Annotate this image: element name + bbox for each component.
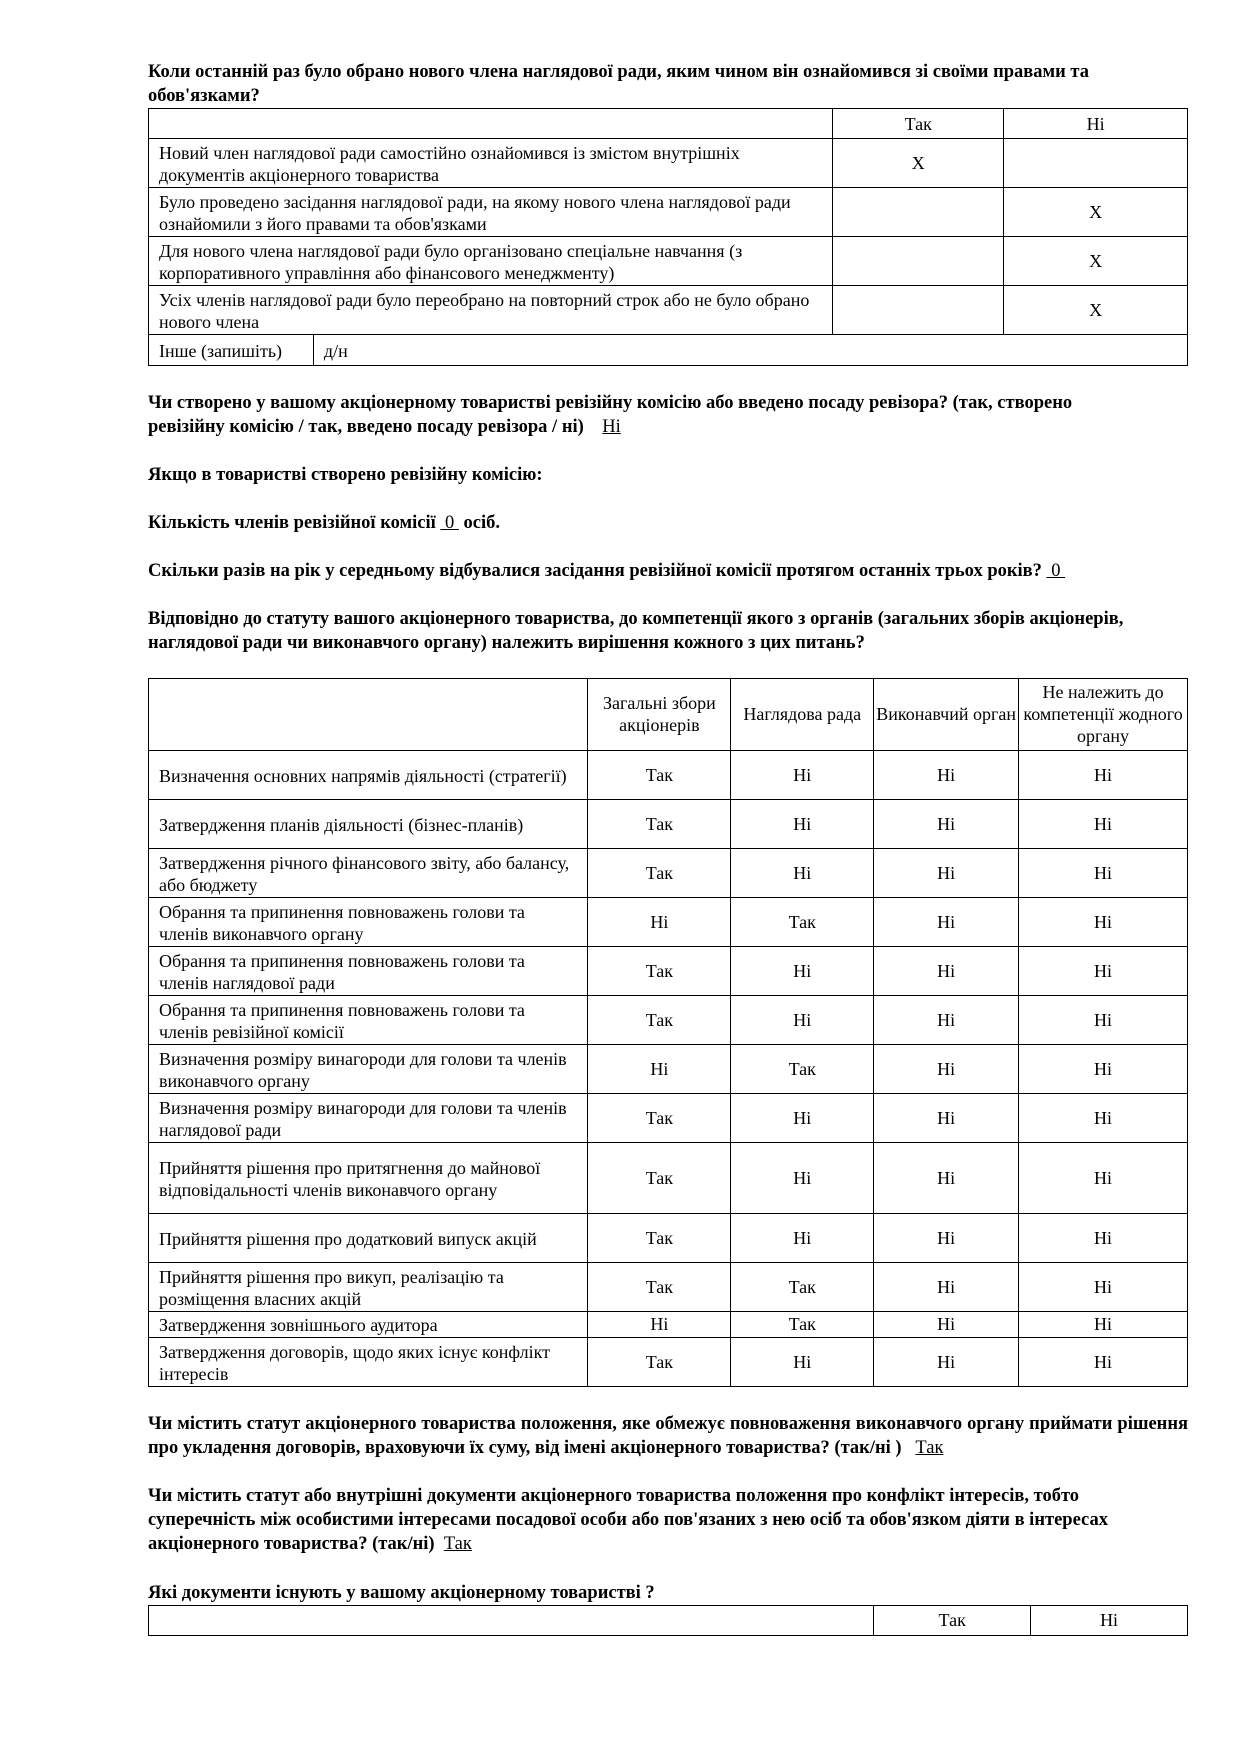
row-value: Ні: [874, 1262, 1019, 1311]
row-value: Так: [588, 848, 731, 897]
row-yes-mark: [833, 286, 1004, 335]
row-value: Ні: [874, 1044, 1019, 1093]
row-value: Ні: [731, 946, 874, 995]
table-row: [149, 848, 1188, 897]
other-label: Інше (запишіть): [149, 335, 314, 365]
document-page: [148, 60, 1188, 1636]
new-member-table: [148, 108, 1188, 335]
row-yes-mark: [833, 188, 1004, 237]
row-label: Затвердження річного фінансового звіту, або балансу, або бюджету: [149, 848, 588, 897]
row-value: Ні: [1019, 848, 1188, 897]
row-value: Ні: [874, 750, 1019, 799]
row-value: Ні: [874, 1311, 1019, 1337]
row-value: Ні: [588, 897, 731, 946]
table-row: [149, 995, 1188, 1044]
row-value: Так: [588, 1142, 731, 1213]
row-value: Ні: [731, 750, 874, 799]
row-value: Ні: [1019, 1093, 1188, 1142]
row-label: Затвердження зовнішнього аудитора: [149, 1311, 588, 1337]
answer-value: 0: [1051, 560, 1061, 581]
row-value: Ні: [874, 799, 1019, 848]
row-value: Ні: [1019, 1142, 1188, 1213]
row-value: Ні: [731, 1093, 874, 1142]
row-value: Ні: [731, 995, 874, 1044]
question-suffix: осіб.: [463, 512, 500, 533]
row-value: Ні: [874, 946, 1019, 995]
row-value: Так: [588, 995, 731, 1044]
table-row: [149, 1044, 1188, 1093]
header-executive-body: Виконавчий орган: [874, 678, 1019, 750]
row-value: Так: [731, 1044, 874, 1093]
table-row: [149, 1093, 1188, 1142]
empty-header-cell: [149, 1605, 874, 1635]
table-row: [149, 237, 1188, 286]
row-value: Ні: [874, 1337, 1019, 1386]
row-label: Прийняття рішення про додатковий випуск акцій: [149, 1213, 588, 1262]
question-text: Чи містить статут акціонерного товариства положення, яке обмежує повноваження виконавчого органу приймати рішення про укладення договорів, враховуючи їх суму, від імені акціонерного товариства? (так/ні ): [148, 1413, 1188, 1458]
question-documents: Які документи існують у вашому акціонерному товаристві ?: [148, 1582, 655, 1603]
row-value: Ні: [588, 1044, 731, 1093]
question-new-member: Коли останній раз було обрано нового члена наглядової ради, яким чином він ознайомився зі своїми правами та обов'язками?: [148, 62, 1089, 106]
table-row: [149, 1213, 1188, 1262]
other-value: д/н: [313, 335, 1187, 365]
header-supervisory-board: Наглядова рада: [731, 678, 874, 750]
row-value: Так: [588, 799, 731, 848]
col-yes-header: Так: [833, 109, 1004, 139]
row-value: Ні: [874, 995, 1019, 1044]
row-value: Ні: [874, 848, 1019, 897]
row-value: Так: [588, 946, 731, 995]
row-value: Ні: [1019, 750, 1188, 799]
row-value: Так: [588, 750, 731, 799]
row-label: Було проведено засідання наглядової ради, на якому нового члена наглядової ради ознайомили з його правами та обов'язками: [149, 188, 833, 237]
table-row: [149, 750, 1188, 799]
row-label: Затвердження договорів, щодо яких існує конфлікт інтересів: [149, 1337, 588, 1386]
row-value: Ні: [731, 1142, 874, 1213]
col-yes-header: Так: [874, 1605, 1031, 1635]
table-row: [149, 139, 1188, 188]
question-text: Чи містить статут або внутрішні документи акціонерного товариства положення про конфлікт інтересів, тобто суперечність між особистими інтересами посадової особи або пов'язаних з нею осіб та обов'язком діяти в інтересах акціонерного товариства? (так/ні): [148, 1485, 1108, 1554]
empty-header-cell: [149, 109, 833, 139]
question-text: Чи створено у вашому акціонерному товаристві ревізійну комісію або введено посаду ревізора? (так, створено ревізійну комісію / так, введено посаду ревізора / ні): [148, 392, 1073, 437]
question-competence: Відповідно до статуту вашого акціонерного товариства, до компетенції якого з органів (загальних зборів акціонерів, наглядової ради чи виконавчого органу) належить вирішення кожного з цих питань?: [148, 608, 1124, 653]
row-value: Так: [731, 897, 874, 946]
row-value: Ні: [731, 848, 874, 897]
row-label: Визначення розміру винагороди для голови та членів виконавчого органу: [149, 1044, 588, 1093]
table-row: [149, 897, 1188, 946]
question-audit-commission: [148, 391, 1128, 439]
row-value: Ні: [1019, 799, 1188, 848]
row-label: Для нового члена наглядової ради було організовано спеціальне навчання (з корпоративного управління або фінансового менеджменту): [149, 237, 833, 286]
table-row: [149, 1142, 1188, 1213]
table-row: [149, 286, 1188, 335]
row-label: Прийняття рішення про викуп, реалізацію та розміщення власних акцій: [149, 1262, 588, 1311]
row-no-mark: X: [1004, 188, 1188, 237]
answer-value: Так: [443, 1533, 472, 1554]
row-value: Так: [731, 1311, 874, 1337]
row-no-mark: X: [1004, 237, 1188, 286]
documents-table: [148, 1605, 1188, 1636]
row-label: Усіх членів наглядової ради було переобрано на повторний строк або не було обрано нового члена: [149, 286, 833, 335]
row-yes-mark: [833, 237, 1004, 286]
row-value: Так: [588, 1262, 731, 1311]
table-row: [149, 1262, 1188, 1311]
empty-header-cell: [149, 678, 588, 750]
row-value: Так: [588, 1337, 731, 1386]
question-meetings: [148, 559, 1138, 583]
col-no-header: Ні: [1031, 1605, 1188, 1635]
row-value: Ні: [1019, 995, 1188, 1044]
question-text: Скільки разів на рік у середньому відбувалися засідання ревізійної комісії протягом останніх трьох років?: [148, 560, 1042, 581]
row-value: Так: [588, 1093, 731, 1142]
row-label: Обрання та припинення повноважень голови та членів виконавчого органу: [149, 897, 588, 946]
row-label: Обрання та припинення повноважень голови та членів наглядової ради: [149, 946, 588, 995]
question-conflict-of-interest: [148, 1484, 1108, 1556]
row-value: Ні: [874, 1142, 1019, 1213]
table-row: [149, 1337, 1188, 1386]
row-value: Ні: [1019, 1044, 1188, 1093]
table-row: [149, 188, 1188, 237]
row-label: Визначення основних напрямів діяльності (стратегії): [149, 750, 588, 799]
question-text: Кількість членів ревізійної комісії: [148, 512, 436, 533]
question-executive-limits: [148, 1412, 1188, 1460]
row-label: Прийняття рішення про притягнення до майнової відповідальності членів виконавчого органу: [149, 1142, 588, 1213]
row-value: Ні: [1019, 897, 1188, 946]
row-yes-mark: X: [833, 139, 1004, 188]
row-value: Ні: [874, 897, 1019, 946]
header-general-meeting: Загальні збори акціонерів: [588, 678, 731, 750]
table-row: [149, 799, 1188, 848]
col-no-header: Ні: [1004, 109, 1188, 139]
row-value: Ні: [731, 1337, 874, 1386]
row-value: Так: [588, 1213, 731, 1262]
header-no-body: Не належить до компетенції жодного органу: [1019, 678, 1188, 750]
other-row-table: [148, 335, 1188, 366]
row-value: Ні: [1019, 1337, 1188, 1386]
row-value: Ні: [1019, 1213, 1188, 1262]
table-row: [149, 946, 1188, 995]
answer-value: Ні: [602, 416, 621, 437]
row-value: Ні: [1019, 946, 1188, 995]
row-no-mark: [1004, 139, 1188, 188]
row-no-mark: X: [1004, 286, 1188, 335]
question-if-commission: Якщо в товаристві створено ревізійну комісію:: [148, 464, 543, 485]
row-value: Ні: [874, 1093, 1019, 1142]
row-label: Визначення розміру винагороди для голови та членів наглядової ради: [149, 1093, 588, 1142]
row-label: Затвердження планів діяльності (бізнес-планів): [149, 799, 588, 848]
row-value: Так: [731, 1262, 874, 1311]
row-label: Обрання та припинення повноважень голови та членів ревізійної комісії: [149, 995, 588, 1044]
row-value: Ні: [731, 1213, 874, 1262]
table-row: [149, 1311, 1188, 1337]
answer-value: Так: [915, 1437, 944, 1458]
row-value: Ні: [1019, 1311, 1188, 1337]
answer-value: 0: [445, 512, 455, 533]
row-label: Новий член наглядової ради самостійно ознайомився із змістом внутрішніх документів акціонерного товариства: [149, 139, 833, 188]
row-value: Ні: [874, 1213, 1019, 1262]
competence-table: [148, 678, 1188, 1387]
question-members-count: [148, 511, 1188, 535]
row-value: Ні: [1019, 1262, 1188, 1311]
row-value: Ні: [731, 799, 874, 848]
row-value: Ні: [588, 1311, 731, 1337]
